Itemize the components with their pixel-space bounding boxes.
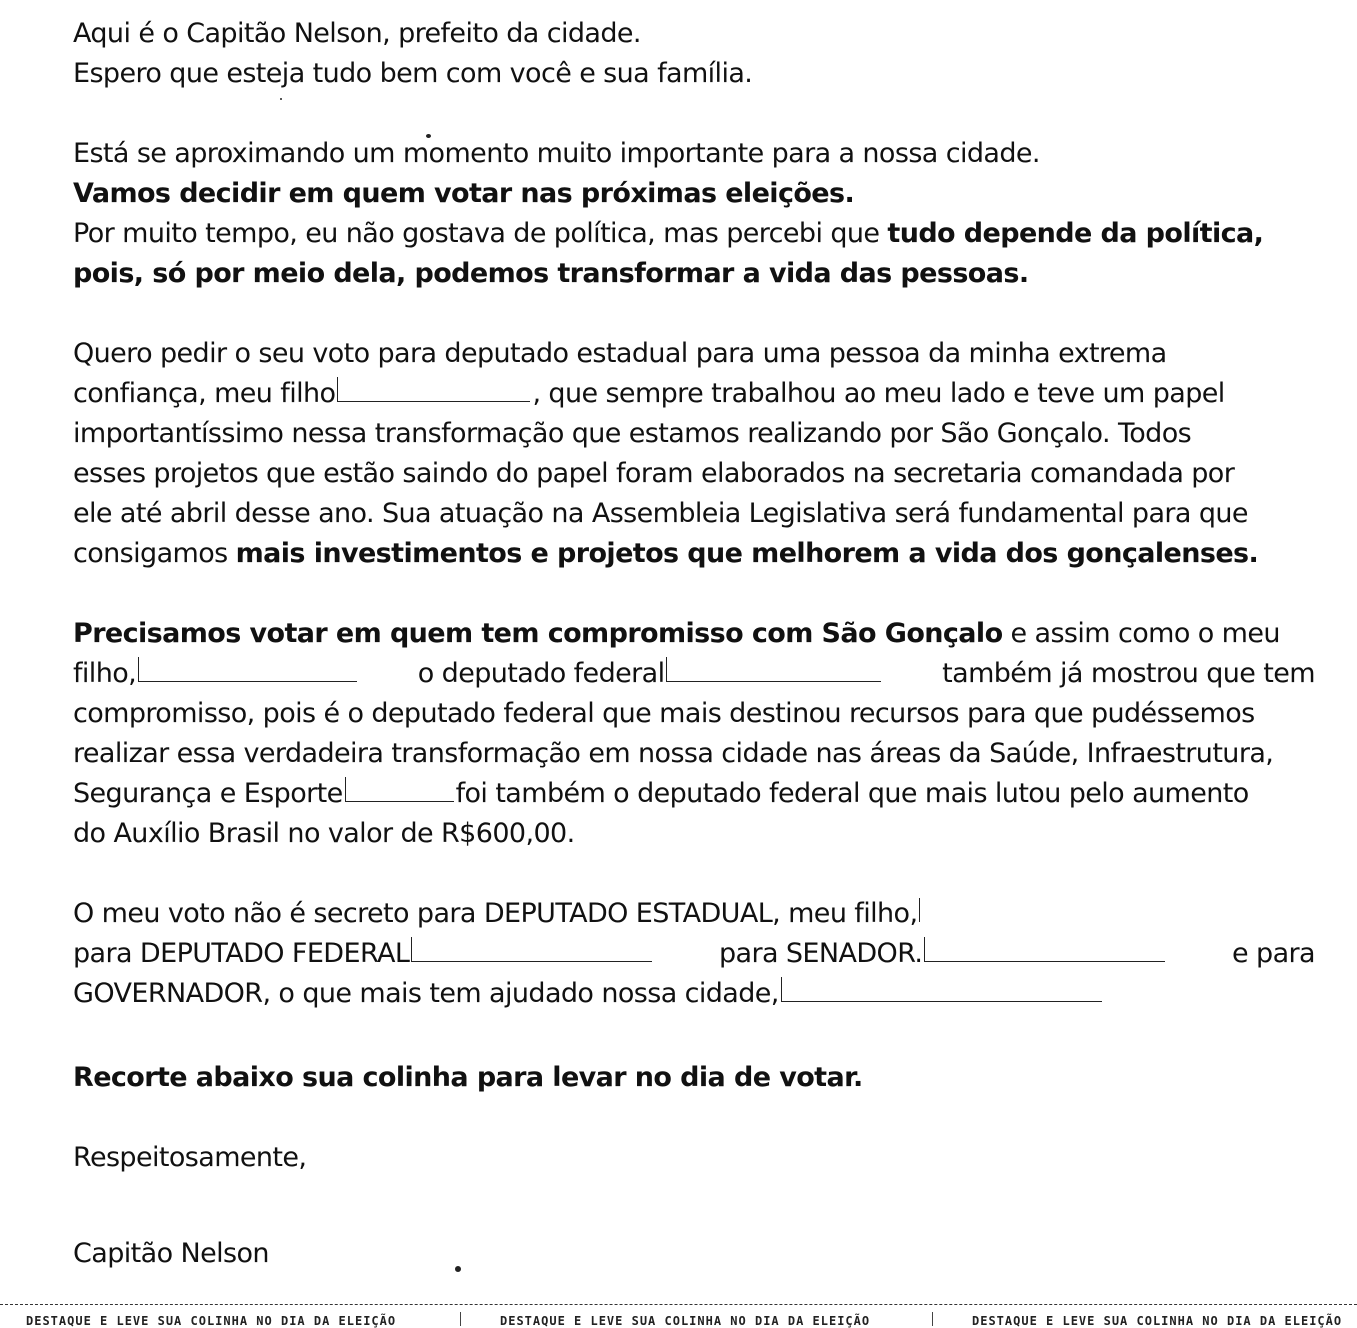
p2-line-6-start: consigamos: [73, 538, 236, 569]
stub-label: DESTAQUE E LEVE SUA COLINHA NO DIA DA ELEIÇÃO: [972, 1314, 1343, 1328]
p2-line-6: [73, 534, 1258, 574]
redaction-box: [781, 977, 1102, 1002]
wish-line: Espero que esteja tudo bem com você e sua família.: [73, 58, 753, 89]
scan-speck: [455, 1266, 461, 1272]
p1-line-3-text: Por muito tempo, eu não gostava de política, mas percebi que: [73, 218, 888, 249]
p3-line-3: compromisso, pois é o deputado federal que mais destinou recursos para que pudéssemos: [73, 698, 1255, 729]
closing: Respeitosamente,: [73, 1142, 307, 1173]
stub-separator: [460, 1312, 461, 1326]
p3-line-1: [73, 614, 1280, 654]
p2-line-1: Quero pedir o seu voto para deputado estadual para uma pessoa da minha extrema: [73, 338, 1167, 369]
redaction-box: [919, 898, 1070, 922]
p3-line-2-a: [73, 654, 359, 694]
p4-line-2-senador: para SENADOR.: [718, 938, 923, 969]
p1-line-1: Está se aproximando um momento muito importante para a nossa cidade.: [73, 138, 1040, 169]
stub-separator: [932, 1312, 933, 1326]
p3-line-5-start: Segurança e Esporte: [73, 778, 343, 809]
scan-speck: [280, 98, 282, 100]
cut-instruction: Recorte abaixo sua colinha para levar no dia de votar.: [73, 1062, 863, 1093]
p1-line-3: [73, 214, 1263, 254]
p1-line-2: Vamos decidir em quem votar nas próximas eleições.: [73, 178, 855, 209]
p2-line-4: esses projetos que estão saindo do papel foram elaborados na secretaria comandada por: [73, 458, 1235, 489]
greeting: Aqui é o Capitão Nelson, prefeito da cidade.: [73, 18, 641, 49]
redaction-box: [924, 937, 1165, 962]
redaction-box: [411, 937, 652, 962]
p2-line-3: importantíssimo nessa transformação que estamos realizando por São Gonçalo. Todos: [73, 418, 1192, 449]
p3-line-2-filho: filho,: [73, 658, 137, 689]
signature: Capitão Nelson: [73, 1238, 269, 1269]
p1-line-4: pois, só por meio dela, podemos transformar a vida das pessoas.: [73, 258, 1029, 289]
p3-line-5: [73, 774, 1249, 814]
p2-line-2-end: , que sempre trabalhou ao meu lado e teve um papel: [532, 378, 1225, 409]
stub-label: DESTAQUE E LEVE SUA COLINHA NO DIA DA ELEIÇÃO: [26, 1314, 397, 1328]
p4-line-2-c: e para: [1232, 938, 1315, 969]
p4-line-3: [73, 974, 1104, 1014]
redaction-box: [138, 657, 357, 682]
p4-line-3-text: GOVERNADOR, o que mais tem ajudado nossa cidade,: [73, 978, 779, 1009]
p3-line-1-bold: Precisamos votar em quem tem compromisso com São Gonçalo: [73, 618, 1003, 649]
redaction-box: [345, 777, 454, 802]
p4-line-2-b: [719, 934, 1167, 974]
stub-label: DESTAQUE E LEVE SUA COLINHA NO DIA DA ELEIÇÃO: [500, 1314, 871, 1328]
p3-line-1-end: e assim como o meu: [1002, 618, 1280, 649]
p3-line-4: realizar essa verdadeira transformação em nossa cidade nas áreas da Saúde, Infraestrutura,: [73, 738, 1274, 769]
p4-line-1: [73, 894, 1072, 934]
p4-line-2-federal: para DEPUTADO FEDERAL: [73, 938, 410, 969]
p4-line-2-a: [73, 934, 654, 974]
p3-line-2-federal: o deputado federal: [417, 658, 665, 689]
p3-line-2-c: também já mostrou que tem: [942, 658, 1315, 689]
p3-line-2: [73, 654, 1315, 694]
scan-speck: [426, 134, 431, 138]
redaction-box: [666, 657, 881, 682]
p1-line-3-bold: tudo depende da política,: [887, 218, 1264, 249]
p4-line-2: [73, 934, 1315, 974]
cut-line: [0, 1304, 1357, 1305]
p2-line-5: ele até abril desse ano. Sua atuação na Assembleia Legislativa será fundamental para que: [73, 498, 1248, 529]
p2-line-2: [73, 374, 1225, 414]
p3-line-2-b: [418, 654, 884, 694]
p2-line-6-bold: mais investimentos e projetos que melhorem a vida dos gonçalenses.: [235, 538, 1259, 569]
p3-line-5-end: foi também o deputado federal que mais lutou pelo aumento: [455, 778, 1249, 809]
p4-line-1-text: O meu voto não é secreto para DEPUTADO ESTADUAL, meu filho,: [73, 898, 918, 929]
p2-line-2-start: confiança, meu filho: [73, 378, 336, 409]
p3-line-6: do Auxílio Brasil no valor de R$600,00.: [73, 818, 575, 849]
redaction-box: [337, 377, 530, 402]
